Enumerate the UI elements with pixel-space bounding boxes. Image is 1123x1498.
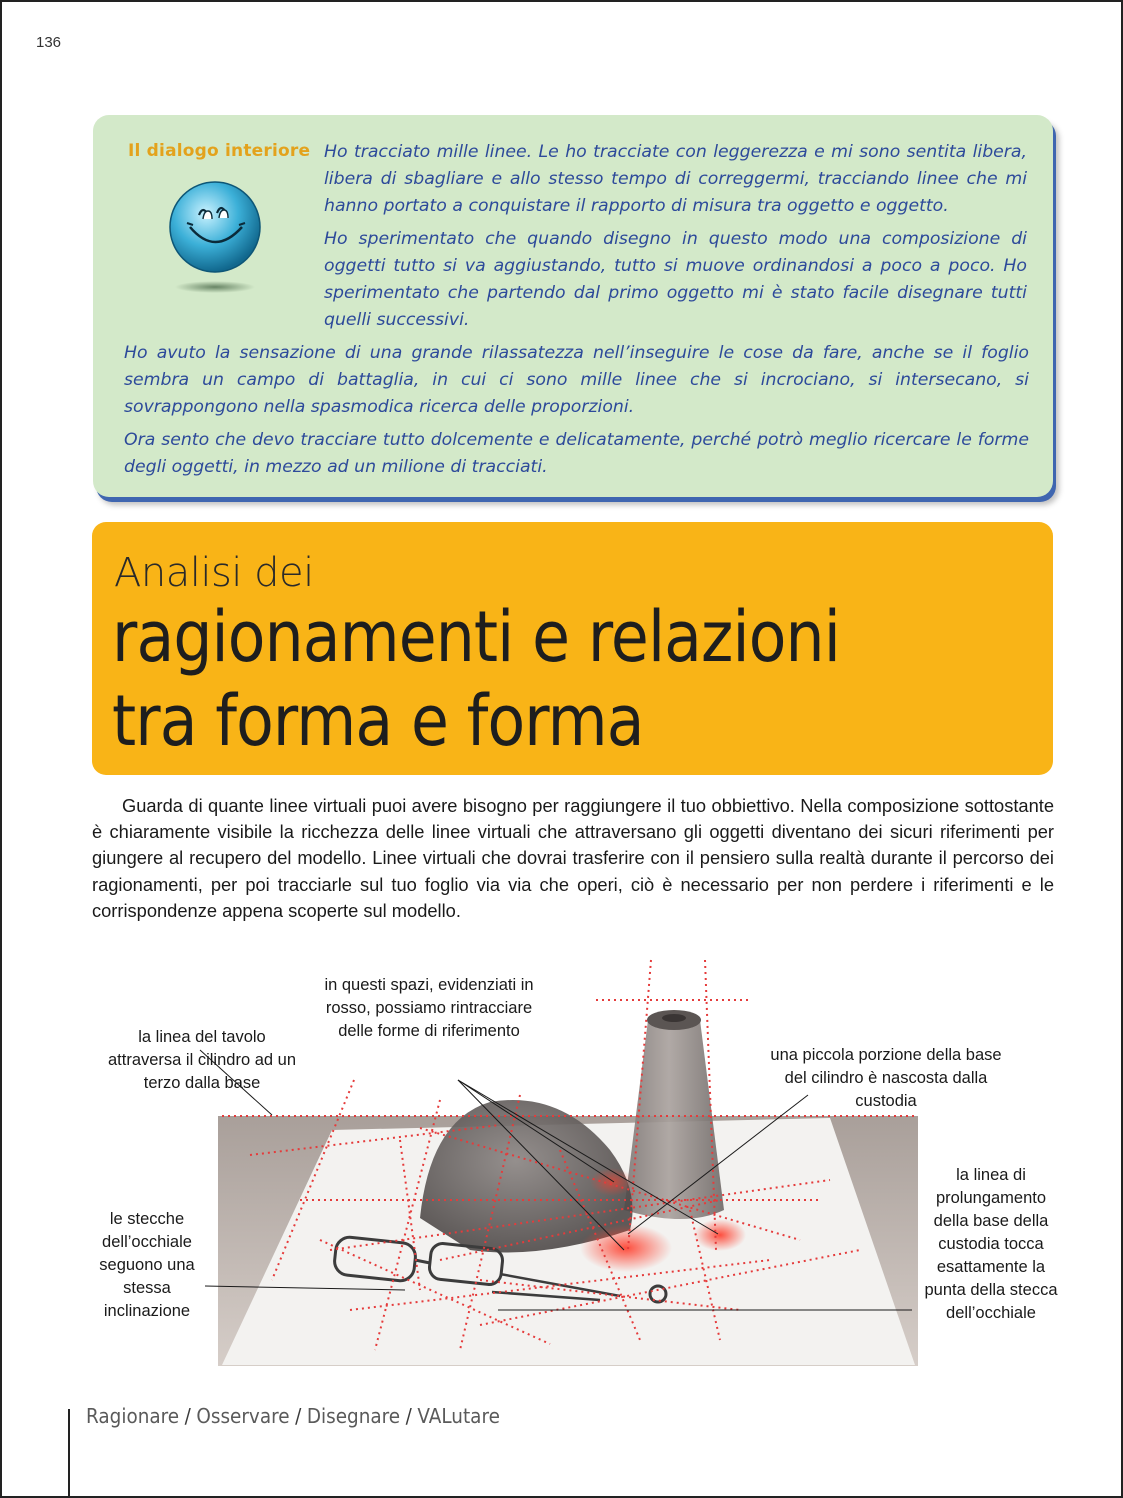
page-number: 136 (36, 34, 62, 51)
footer-separator: / (184, 1404, 191, 1428)
footer-separator: / (405, 1404, 412, 1428)
footer-divider (68, 1409, 70, 1498)
annotation-extension-line: la linea di prolungamento della base della custodia tocca esattamente la punta della stecca dell’occhiale (924, 1166, 1058, 1322)
intro-paragraph: Guarda di quante linee virtuali puoi avere bisogno per raggiungere il tuo obbiettivo. Nella composizione sottostante è chiaramente visibile la ricchezza delle linee virtuali che attraversano gli oggetti diventano dei sicuri riferimenti per giungere al recupero del modello. Linee virtuali che dovrai trasferire con il pensiero sulla realtà durante il percorso dei ragionamenti, per poi tracciarle sul tuo foglio via via che operi, ciò è necessario per non perdere i riferimenti e le corrispondenze appena scoperte sul modello. (92, 795, 1054, 921)
annotation-hidden-base: una piccola porzione della base del cilindro è nascosta dalla custodia (770, 1046, 1002, 1110)
annotation-table-line: la linea del tavolo attraversa il cilindro ad un terzo dalla base (107, 1028, 296, 1092)
footer-breadcrumb (86, 1404, 500, 1428)
section-title-banner (92, 522, 1053, 775)
inner-dialog-box (93, 115, 1053, 497)
intro-text (92, 793, 1054, 924)
highlight-area (590, 1168, 634, 1196)
highlight-area (694, 1219, 746, 1251)
footer-separator: / (295, 1404, 302, 1428)
dialog-paragraph: Ho avuto la sensazione di una grande rilassatezza nell’inseguire le cose da fare, anche se il foglio sembra un campo di battaglia, in cui ci sono mille linee che si incrociano, si intersecano, si sovrappongono nella spasmodica ricerca delle proporzioni. (124, 343, 1029, 417)
section-title-line1: ragionamenti e relazioni (112, 596, 840, 678)
annotation-glasses-temples: le stecche dell’occhiale seguono una stessa inclinazione (99, 1210, 195, 1320)
smiley-face-icon (163, 175, 273, 295)
annotation-highlighted-spaces: in questi spazi, evidenziati in rosso, possiamo rintracciare delle forme di riferimento (324, 976, 534, 1040)
footer-item: Ragionare (86, 1404, 180, 1428)
dialog-paragraph: Ho tracciato mille linee. Le ho tracciate con leggerezza e mi sono sentita libera, libera di sbagliare e allo stesso tempo di correggermi, tracciando linee che mi hanno portato a conquistare il rapporto di misura tra oggetto e oggetto. (324, 142, 1027, 216)
dialog-paragraph: Ho sperimentato che quando disegno in questo modo una composizione di oggetti tutto si va aggiustando, tutto si muove ordinandosi a poco a poco. Ho sperimentato che partendo dal primo oggetto mi è stato facile disegnare tutti quelli successivi. (324, 229, 1027, 330)
footer-item: VALutare (417, 1404, 500, 1428)
section-title-line2: tra forma e forma (112, 680, 644, 762)
dialog-title: Il dialogo interiore (128, 141, 311, 161)
composition-figure (0, 950, 1123, 1380)
footer-item: Osservare (196, 1404, 290, 1428)
section-title-small: Analisi dei (114, 550, 314, 596)
footer-item: Disegnare (306, 1404, 401, 1428)
highlight-area (580, 1224, 672, 1272)
dialog-paragraph: Ora sento che devo tracciare tutto dolcemente e delicatamente, perché potrò meglio ricercare le forme degli oggetti, in mezzo ad un milione di tracciati. (124, 430, 1029, 477)
